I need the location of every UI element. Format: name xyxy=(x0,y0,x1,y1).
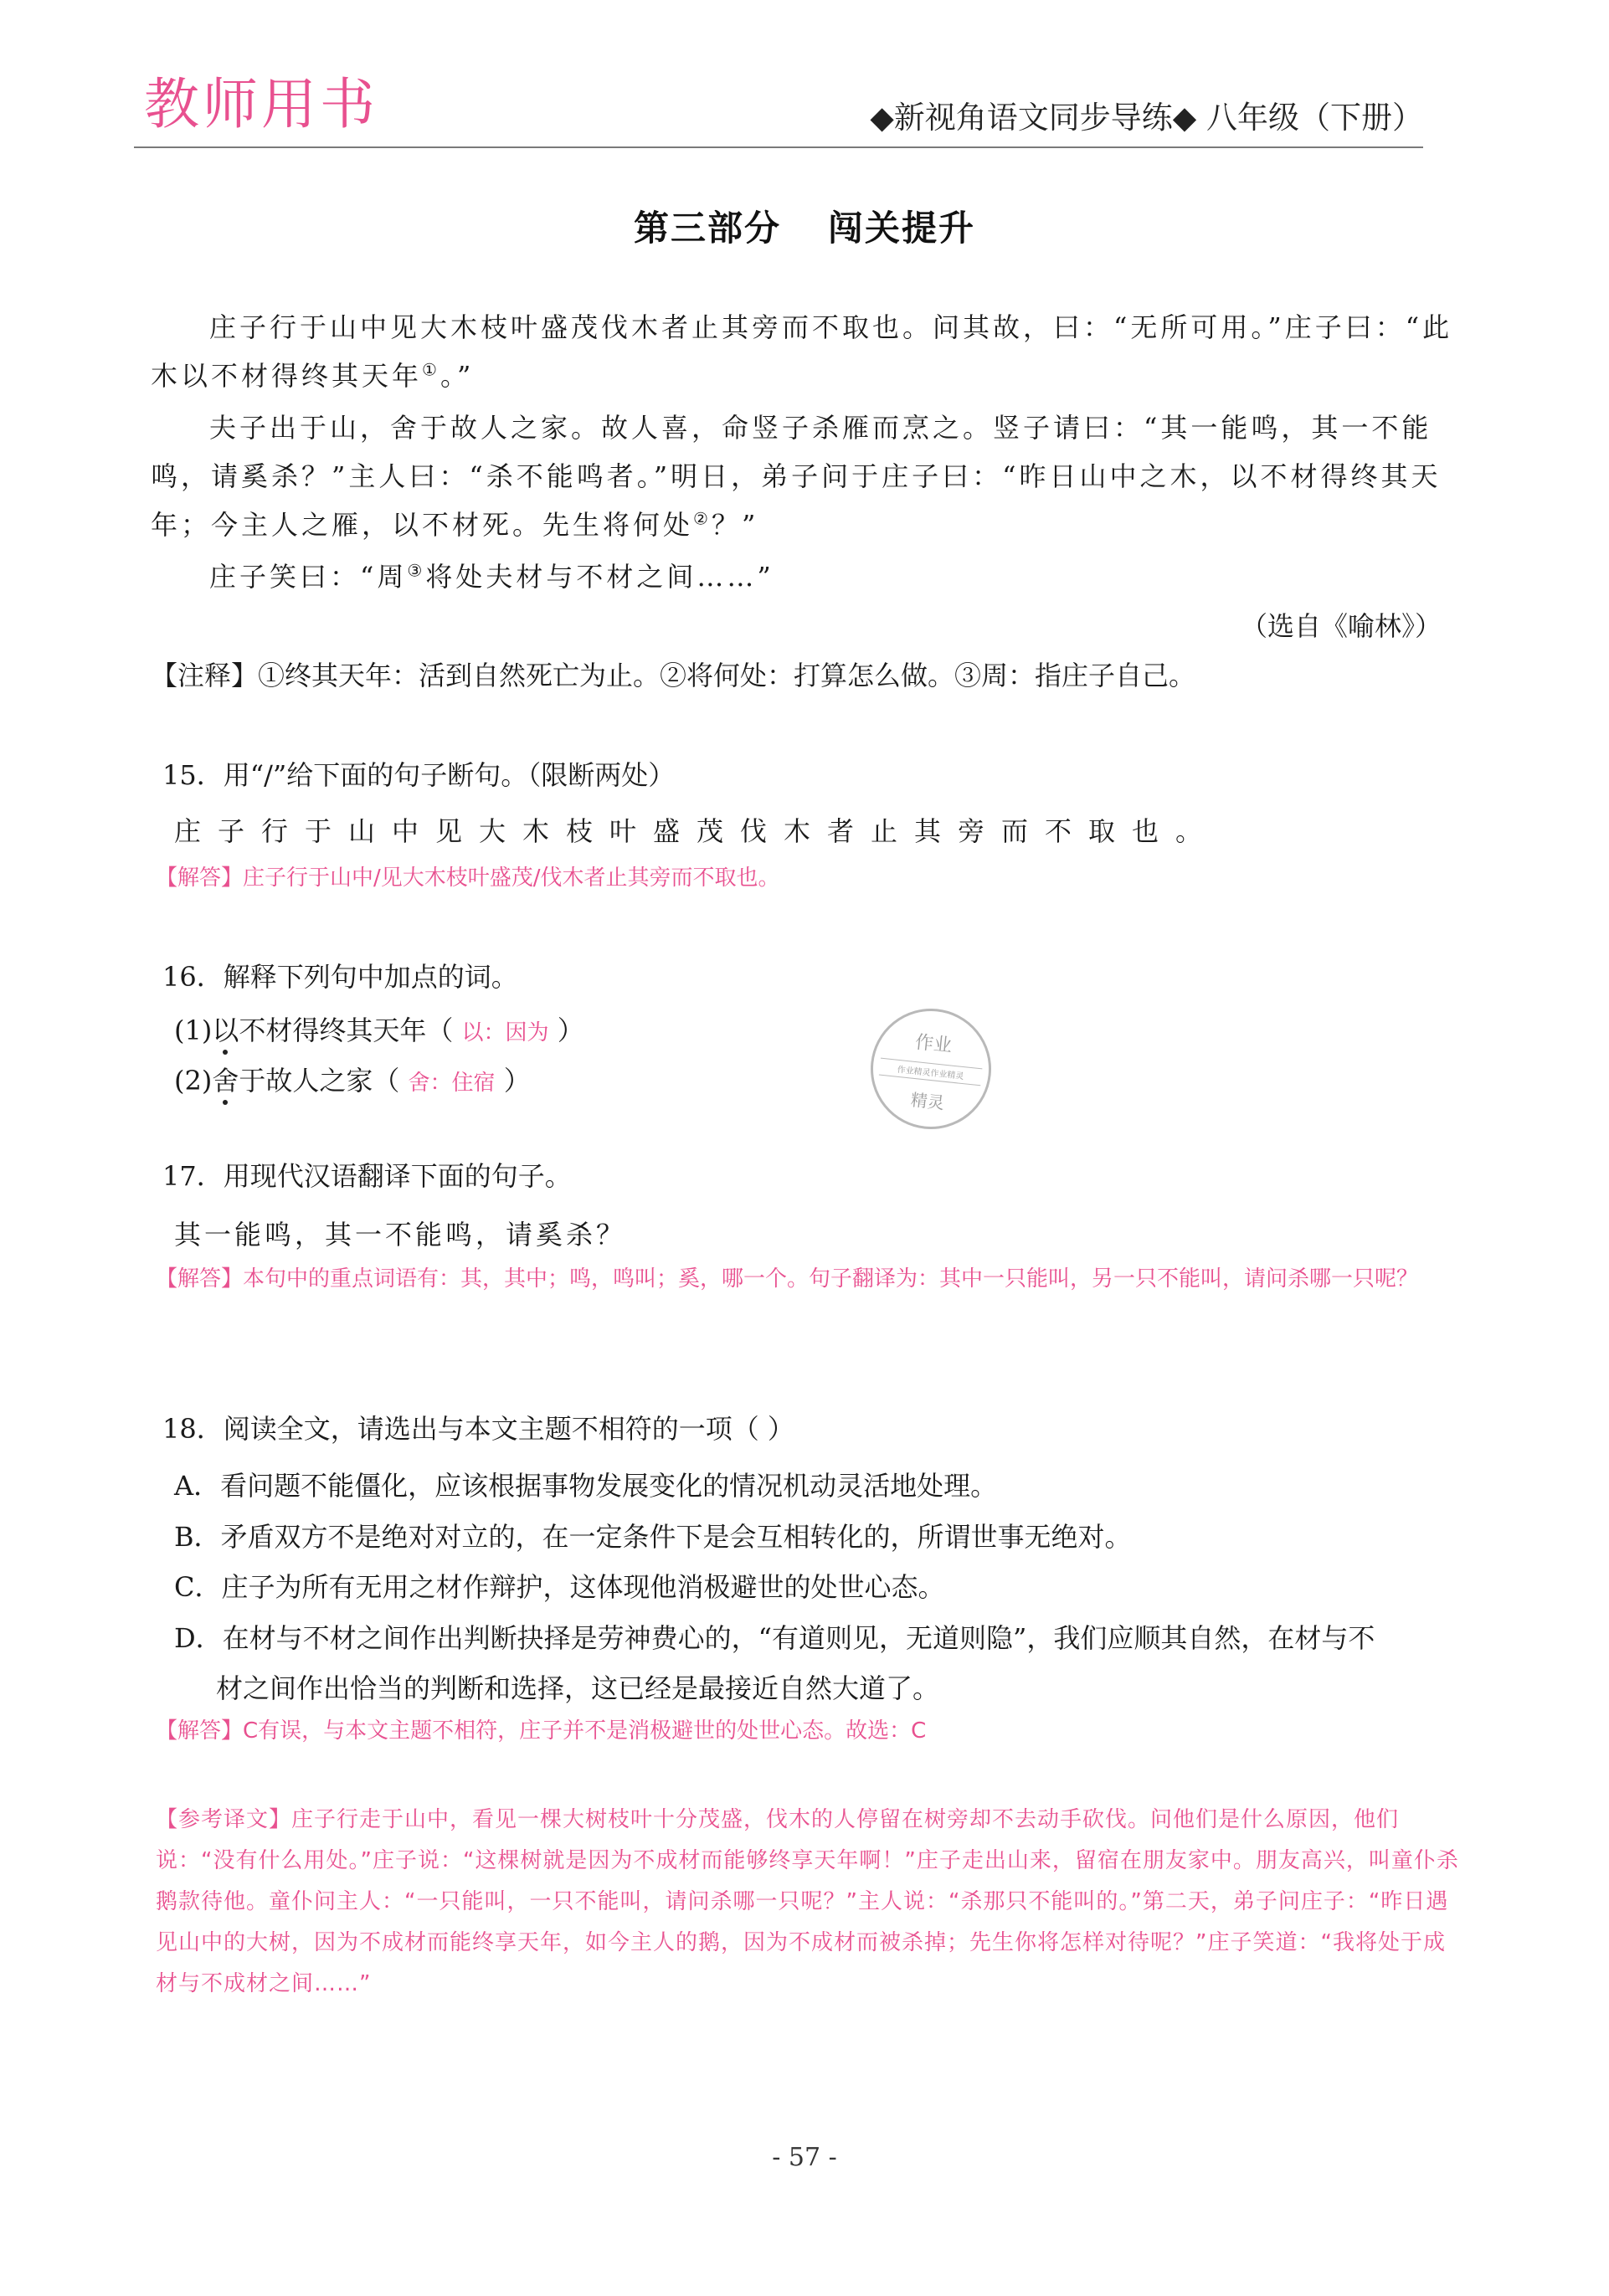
reference-translation: 【参考译文】庄子行走于山中，看见一棵大树枝叶十分茂盛，伐木的人停留在树旁却不去动手砍伐。问他们是什么原因，他们说：“没有什么用处。”庄子说：“这棵树就是因为不成材而能够终享天年啊！”庄子走出山来，留宿在朋友家中。朋友高兴，叫童仆杀鹅款待他。童仆问主人：“一只能叫，一只不能叫，请问杀哪一只呢？”主人说：“杀那只不能叫的。”第二天，弟子问庄子：“昨日遇见山中的大树，因为不成材而能终享天年，如今主人的鹅，因为不成材而被杀掉；先生你将怎样对待呢？”庄子笑道：“我将处于成材与不成材之间……” xyxy=(156,1807,1459,1996)
dotted-word-1: 以 xyxy=(212,1014,239,1046)
question-18-answer: 【解答】C有误，与本文主题不相符，庄子并不是消极避世的处世心态。故选：C xyxy=(156,1718,927,1744)
question-16-item-2: (2)舍于故人之家（ 舍：住宿 ） xyxy=(174,1065,531,1097)
passage-notes: 【注释】①终其天年：活到自然死亡为止。②将何处：打算怎么做。③周：指庄子自己。 xyxy=(151,660,1196,691)
footnote-marker-3: ③ xyxy=(407,560,426,581)
question-16-item-1: (1)以不材得终其天年（ 以：因为 ） xyxy=(174,1014,584,1046)
section-title-b: 闯关提升 xyxy=(828,208,976,249)
question-16-answer-2: 舍：住宿 xyxy=(408,1071,496,1096)
question-15-answer: 【解答】庄子行于山中/见大木枝叶盛茂/伐木者止其旁而不取也。 xyxy=(156,865,780,891)
question-18-option-a: A．看问题不能僵化，应该根据事物发展变化的情况机动灵活地处理。 xyxy=(174,1470,998,1502)
question-15: 15．用“/”给下面的句子断句。（限断两处） xyxy=(162,759,676,791)
watermark-stamp: 作业 作业精灵作业精灵 精灵 xyxy=(865,1003,997,1135)
question-16-answer-1: 以：因为 xyxy=(461,1020,549,1045)
question-15-sentence: 庄子行于山中见大木枝叶盛茂伐木者止其旁而不取也。 xyxy=(174,815,1220,847)
footnote-marker-1: ① xyxy=(422,359,440,380)
section-title-a: 第三部分 xyxy=(633,208,781,249)
header-right-title: ◆新视角语文同步导练◆ 八年级（下册） xyxy=(870,100,1423,136)
question-17-sentence: 其一能鸣，其一不能鸣，请奚杀？ xyxy=(174,1219,627,1251)
passage-paragraph-1: 庄子行于山中见大木枝叶盛茂伐木者止其旁而不取也。问其故，曰：“无所可用。”庄子曰：“此木以不材得终其天年①。” xyxy=(151,311,1453,392)
question-16: 16．解释下列句中加点的词。 xyxy=(162,961,518,993)
page-number: - 57 - xyxy=(772,2143,837,2172)
passage-paragraph-2: 夫子出于山，舍于故人之家。故人喜，命竖子杀雁而烹之。竖子请曰：“其一能鸣，其一不能鸣，请奚杀？”主人曰：“杀不能鸣者。”明日，弟子问于庄子曰：“昨日山中之木，以不材得终其天年；今主人之雁，以不材死。先生将何处②？” xyxy=(151,412,1442,541)
section-title xyxy=(0,201,1609,251)
header-divider xyxy=(134,146,1423,148)
question-18-option-b: B．矛盾双方不是绝对对立的，在一定条件下是会互相转化的，所谓世事无绝对。 xyxy=(174,1521,1132,1553)
dotted-word-2: 舍 xyxy=(212,1065,239,1097)
footnote-marker-2: ② xyxy=(693,508,712,529)
header-left-title: 教师用书 xyxy=(144,72,378,136)
question-18-option-c: C．庄子为所有无用之材作辩护，这体现他消极避世的处世心态。 xyxy=(174,1571,945,1603)
passage-paragraph-3: 庄子笑曰：“周③将处夫材与不材之间……” xyxy=(209,560,774,593)
question-17: 17．用现代汉语翻译下面的句子。 xyxy=(162,1160,572,1192)
question-18: 18．阅读全文，请选出与本文主题不相符的一项（ ） xyxy=(162,1413,794,1445)
question-17-answer: 【解答】本句中的重点词语有：其，其中；鸣，鸣叫；奚，哪一个。句子翻译为：其中一只能叫，另一只不能叫，请问杀哪一只呢？ xyxy=(156,1266,1419,1292)
passage-source: （选自《喻林》） xyxy=(1240,610,1442,642)
question-18-option-d: D．在材与不材之间作出判断抉择是劳神费心的，“有道则见，无道则隐”，我们应顺其自然，在材与不 xyxy=(174,1622,1375,1654)
question-18-option-d-cont: 材之间作出恰当的判断和选择，这已经是最接近自然大道了。 xyxy=(216,1672,940,1704)
